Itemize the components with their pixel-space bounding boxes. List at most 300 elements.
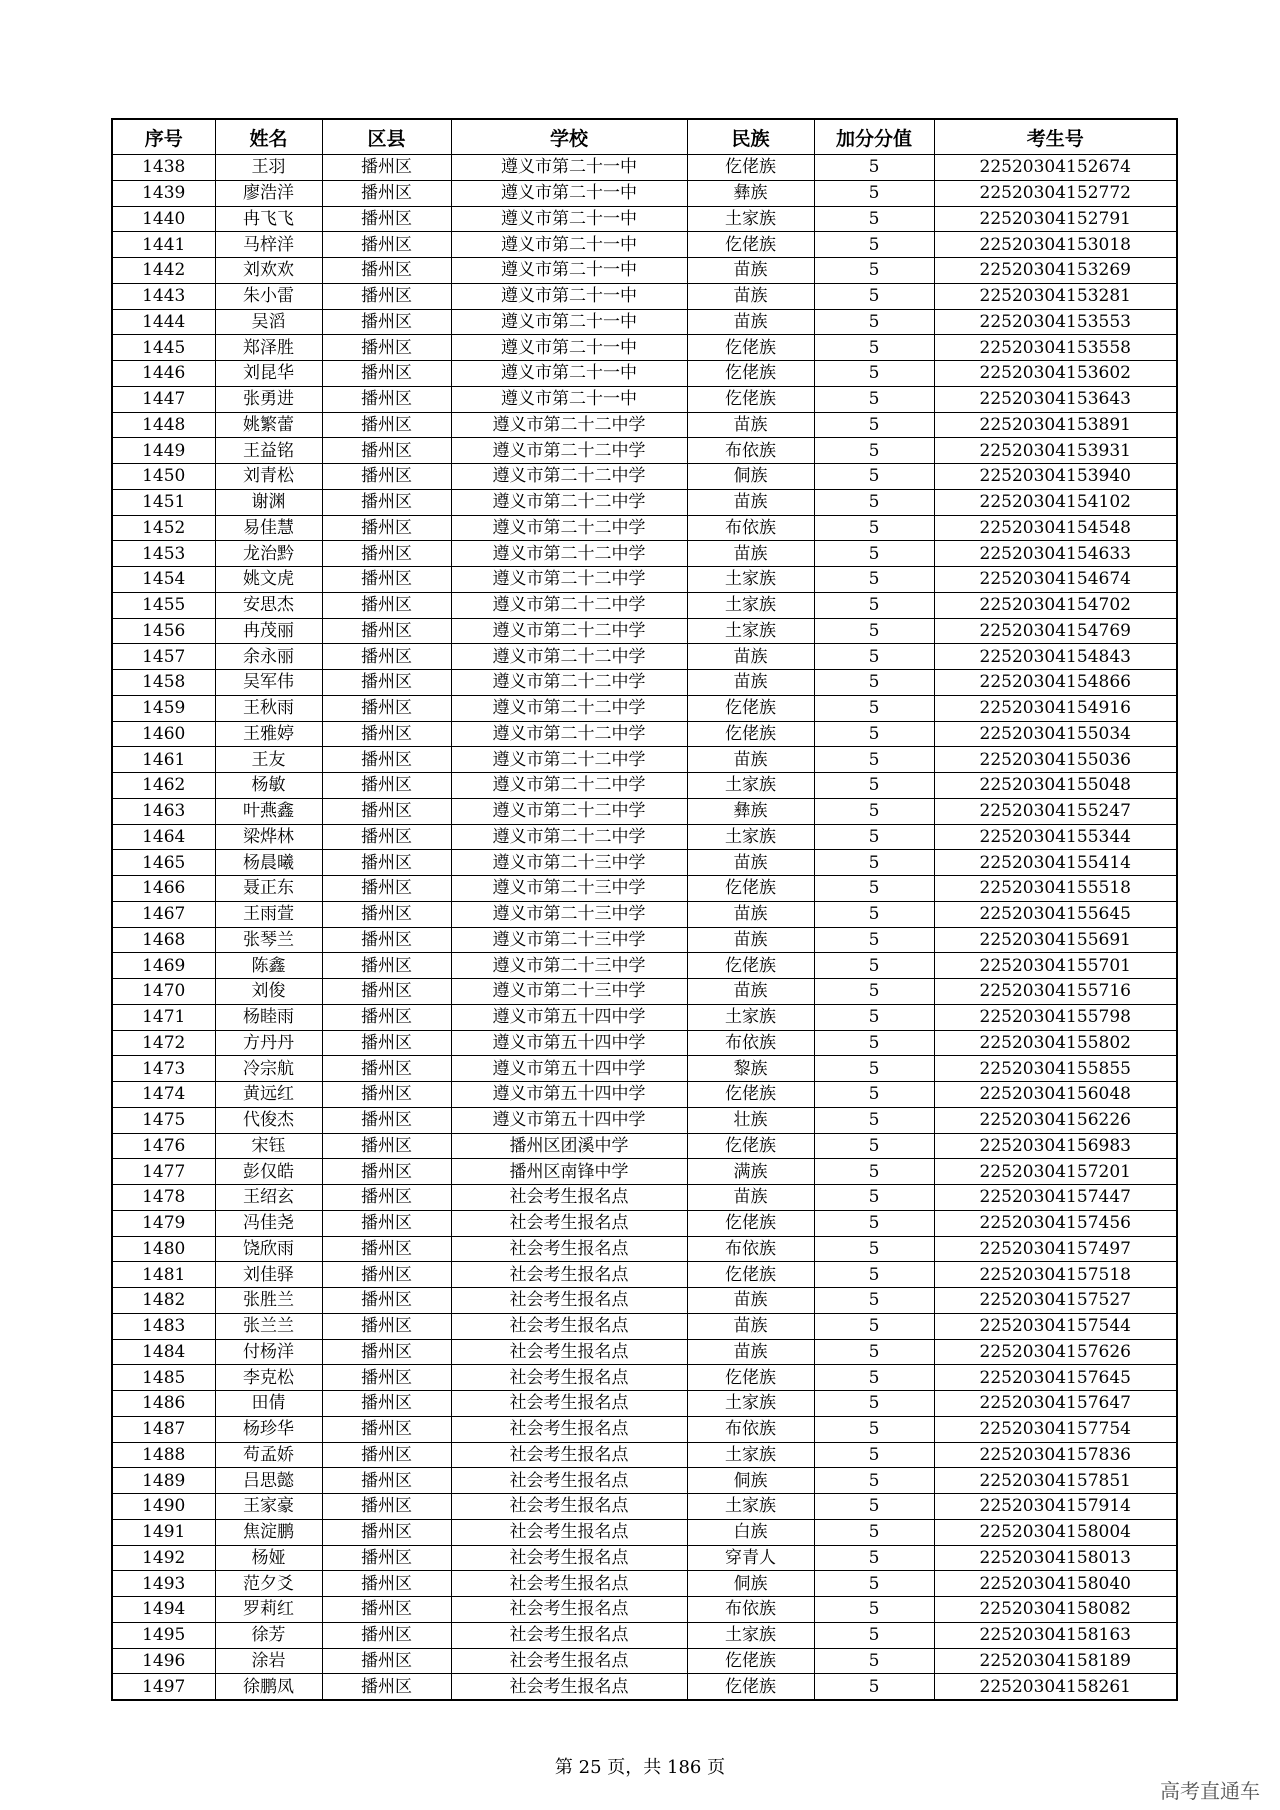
cell-name: 余永丽 [215, 644, 322, 670]
cell-ethnicity: 仡佬族 [687, 361, 814, 387]
cell-exam-id: 22520304154866 [934, 670, 1177, 696]
cell-exam-id: 22520304153281 [934, 283, 1177, 309]
cell-index: 1461 [112, 747, 215, 773]
cell-index: 1477 [112, 1159, 215, 1185]
cell-index: 1447 [112, 386, 215, 412]
table-row [112, 1056, 1177, 1082]
table-row [112, 489, 1177, 515]
cell-exam-id: 22520304154674 [934, 567, 1177, 593]
cell-name: 冯佳尧 [215, 1210, 322, 1236]
cell-district: 播州区 [322, 1210, 451, 1236]
cell-district: 播州区 [322, 592, 451, 618]
cell-name: 刘昆华 [215, 361, 322, 387]
cell-name: 黄远红 [215, 1082, 322, 1108]
table-row [112, 1185, 1177, 1211]
cell-school: 社会考生报名点 [451, 1262, 687, 1288]
cell-bonus: 5 [814, 1262, 934, 1288]
cell-ethnicity: 仡佬族 [687, 953, 814, 979]
table-row [112, 1365, 1177, 1391]
cell-bonus: 5 [814, 361, 934, 387]
cell-name: 刘佳驿 [215, 1262, 322, 1288]
cell-district: 播州区 [322, 1004, 451, 1030]
cell-name: 杨晨曦 [215, 850, 322, 876]
cell-bonus: 5 [814, 1519, 934, 1545]
cell-exam-id: 22520304157518 [934, 1262, 1177, 1288]
cell-exam-id: 22520304157497 [934, 1236, 1177, 1262]
cell-exam-id: 22520304154769 [934, 618, 1177, 644]
cell-district: 播州区 [322, 1442, 451, 1468]
cell-school: 社会考生报名点 [451, 1365, 687, 1391]
watermark-text: 高考直通车 [1160, 1779, 1260, 1803]
cell-district: 播州区 [322, 258, 451, 284]
cell-school: 遵义市第二十二中学 [451, 541, 687, 567]
cell-exam-id: 22520304155855 [934, 1056, 1177, 1082]
cell-school: 遵义市第二十二中学 [451, 567, 687, 593]
table-row [112, 644, 1177, 670]
table-row [112, 901, 1177, 927]
cell-bonus: 5 [814, 1313, 934, 1339]
cell-district: 播州区 [322, 773, 451, 799]
cell-district: 播州区 [322, 1545, 451, 1571]
table-row [112, 1648, 1177, 1674]
cell-ethnicity: 苗族 [687, 979, 814, 1005]
cell-school: 遵义市第二十二中学 [451, 721, 687, 747]
cell-bonus: 5 [814, 721, 934, 747]
cell-school: 遵义市第二十一中 [451, 361, 687, 387]
cell-index: 1465 [112, 850, 215, 876]
cell-district: 播州区 [322, 515, 451, 541]
cell-ethnicity: 苗族 [687, 412, 814, 438]
cell-index: 1458 [112, 670, 215, 696]
cell-name: 涂岩 [215, 1648, 322, 1674]
cell-index: 1474 [112, 1082, 215, 1108]
cell-school: 遵义市第二十三中学 [451, 953, 687, 979]
cell-district: 播州区 [322, 1391, 451, 1417]
cell-bonus: 5 [814, 386, 934, 412]
cell-index: 1486 [112, 1391, 215, 1417]
cell-exam-id: 22520304157836 [934, 1442, 1177, 1468]
cell-school: 社会考生报名点 [451, 1339, 687, 1365]
cell-district: 播州区 [322, 798, 451, 824]
cell-ethnicity: 壮族 [687, 1107, 814, 1133]
cell-name: 焦淀鹏 [215, 1519, 322, 1545]
cell-name: 王雨萱 [215, 901, 322, 927]
cell-bonus: 5 [814, 515, 934, 541]
cell-exam-id: 22520304157456 [934, 1210, 1177, 1236]
cell-bonus: 5 [814, 489, 934, 515]
cell-bonus: 5 [814, 232, 934, 258]
cell-ethnicity: 仡佬族 [687, 386, 814, 412]
cell-school: 遵义市第二十三中学 [451, 850, 687, 876]
cell-exam-id: 22520304155518 [934, 876, 1177, 902]
cell-name: 张琴兰 [215, 927, 322, 953]
cell-ethnicity: 仡佬族 [687, 155, 814, 181]
cell-exam-id: 22520304153553 [934, 309, 1177, 335]
cell-bonus: 5 [814, 1365, 934, 1391]
cell-bonus: 5 [814, 1056, 934, 1082]
cell-school: 遵义市第二十三中学 [451, 927, 687, 953]
cell-ethnicity: 仡佬族 [687, 1082, 814, 1108]
cell-school: 社会考生报名点 [451, 1210, 687, 1236]
cell-school: 遵义市第二十二中学 [451, 773, 687, 799]
cell-name: 范夕爻 [215, 1571, 322, 1597]
cell-name: 冷宗航 [215, 1056, 322, 1082]
cell-school: 遵义市第二十一中 [451, 232, 687, 258]
table-row [112, 1210, 1177, 1236]
table-row [112, 1082, 1177, 1108]
cell-bonus: 5 [814, 258, 934, 284]
cell-index: 1438 [112, 155, 215, 181]
cell-exam-id: 22520304155802 [934, 1030, 1177, 1056]
table-row [112, 1571, 1177, 1597]
cell-exam-id: 22520304155344 [934, 824, 1177, 850]
cell-bonus: 5 [814, 592, 934, 618]
cell-school: 社会考生报名点 [451, 1519, 687, 1545]
table-row [112, 1004, 1177, 1030]
cell-name: 张兰兰 [215, 1313, 322, 1339]
cell-ethnicity: 苗族 [687, 644, 814, 670]
cell-ethnicity: 土家族 [687, 206, 814, 232]
cell-ethnicity: 土家族 [687, 618, 814, 644]
cell-district: 播州区 [322, 1416, 451, 1442]
cell-exam-id: 22520304156226 [934, 1107, 1177, 1133]
cell-exam-id: 22520304157201 [934, 1159, 1177, 1185]
cell-index: 1443 [112, 283, 215, 309]
cell-index: 1491 [112, 1519, 215, 1545]
table-row [112, 1674, 1177, 1700]
cell-district: 播州区 [322, 721, 451, 747]
cell-school: 社会考生报名点 [451, 1391, 687, 1417]
cell-school: 社会考生报名点 [451, 1597, 687, 1623]
col-header-name: 姓名 [215, 119, 322, 155]
cell-ethnicity: 仡佬族 [687, 1262, 814, 1288]
cell-ethnicity: 白族 [687, 1519, 814, 1545]
cell-school: 遵义市第二十三中学 [451, 901, 687, 927]
cell-ethnicity: 侗族 [687, 464, 814, 490]
cell-school: 社会考生报名点 [451, 1571, 687, 1597]
cell-bonus: 5 [814, 1494, 934, 1520]
cell-index: 1480 [112, 1236, 215, 1262]
cell-district: 播州区 [322, 1056, 451, 1082]
cell-school: 社会考生报名点 [451, 1236, 687, 1262]
cell-school: 遵义市第二十二中学 [451, 592, 687, 618]
cell-school: 遵义市第二十一中 [451, 258, 687, 284]
table-row [112, 258, 1177, 284]
table-row [112, 1313, 1177, 1339]
cell-index: 1455 [112, 592, 215, 618]
cell-district: 播州区 [322, 361, 451, 387]
cell-exam-id: 22520304158261 [934, 1674, 1177, 1700]
cell-exam-id: 22520304155798 [934, 1004, 1177, 1030]
cell-district: 播州区 [322, 824, 451, 850]
cell-name: 徐鹏凤 [215, 1674, 322, 1700]
cell-school: 遵义市第二十二中学 [451, 464, 687, 490]
table-row [112, 1416, 1177, 1442]
cell-bonus: 5 [814, 1468, 934, 1494]
cell-ethnicity: 苗族 [687, 489, 814, 515]
table-row [112, 1236, 1177, 1262]
cell-ethnicity: 土家族 [687, 1494, 814, 1520]
cell-exam-id: 22520304154702 [934, 592, 1177, 618]
table-row [112, 1468, 1177, 1494]
cell-index: 1479 [112, 1210, 215, 1236]
cell-bonus: 5 [814, 695, 934, 721]
cell-bonus: 5 [814, 1674, 934, 1700]
col-header-ethnicity: 民族 [687, 119, 814, 155]
cell-school: 社会考生报名点 [451, 1622, 687, 1648]
cell-exam-id: 22520304153269 [934, 258, 1177, 284]
table-row [112, 1494, 1177, 1520]
cell-bonus: 5 [814, 1571, 934, 1597]
cell-exam-id: 22520304153891 [934, 412, 1177, 438]
cell-index: 1467 [112, 901, 215, 927]
cell-exam-id: 22520304155716 [934, 979, 1177, 1005]
cell-ethnicity: 苗族 [687, 747, 814, 773]
cell-bonus: 5 [814, 206, 934, 232]
cell-district: 播州区 [322, 876, 451, 902]
cell-district: 播州区 [322, 180, 451, 206]
cell-bonus: 5 [814, 1236, 934, 1262]
cell-bonus: 5 [814, 438, 934, 464]
cell-name: 苟孟娇 [215, 1442, 322, 1468]
cell-school: 遵义市第五十四中学 [451, 1056, 687, 1082]
cell-index: 1488 [112, 1442, 215, 1468]
cell-bonus: 5 [814, 1442, 934, 1468]
cell-school: 遵义市第二十二中学 [451, 670, 687, 696]
table-row [112, 798, 1177, 824]
cell-index: 1471 [112, 1004, 215, 1030]
cell-bonus: 5 [814, 1107, 934, 1133]
cell-exam-id: 22520304152772 [934, 180, 1177, 206]
cell-exam-id: 22520304157645 [934, 1365, 1177, 1391]
table-row [112, 386, 1177, 412]
cell-school: 社会考生报名点 [451, 1674, 687, 1700]
cell-name: 田倩 [215, 1391, 322, 1417]
cell-name: 陈鑫 [215, 953, 322, 979]
cell-school: 遵义市第二十一中 [451, 335, 687, 361]
cell-index: 1489 [112, 1468, 215, 1494]
cell-bonus: 5 [814, 412, 934, 438]
cell-index: 1444 [112, 309, 215, 335]
cell-index: 1490 [112, 1494, 215, 1520]
cell-bonus: 5 [814, 1288, 934, 1314]
cell-name: 梁烨林 [215, 824, 322, 850]
cell-index: 1460 [112, 721, 215, 747]
cell-ethnicity: 苗族 [687, 541, 814, 567]
cell-exam-id: 22520304155048 [934, 773, 1177, 799]
col-header-district: 区县 [322, 119, 451, 155]
cell-name: 杨珍华 [215, 1416, 322, 1442]
cell-school: 社会考生报名点 [451, 1442, 687, 1468]
cell-district: 播州区 [322, 618, 451, 644]
cell-school: 遵义市第二十二中学 [451, 438, 687, 464]
cell-district: 播州区 [322, 953, 451, 979]
table-row [112, 850, 1177, 876]
table-row [112, 1519, 1177, 1545]
cell-school: 遵义市第二十二中学 [451, 489, 687, 515]
cell-district: 播州区 [322, 850, 451, 876]
cell-bonus: 5 [814, 567, 934, 593]
cell-index: 1454 [112, 567, 215, 593]
table-row [112, 232, 1177, 258]
table-row [112, 412, 1177, 438]
table-row [112, 876, 1177, 902]
cell-bonus: 5 [814, 283, 934, 309]
cell-ethnicity: 苗族 [687, 309, 814, 335]
cell-exam-id: 22520304153643 [934, 386, 1177, 412]
cell-district: 播州区 [322, 670, 451, 696]
cell-exam-id: 22520304158189 [934, 1648, 1177, 1674]
cell-bonus: 5 [814, 1004, 934, 1030]
table-row [112, 1339, 1177, 1365]
table-row [112, 1159, 1177, 1185]
cell-bonus: 5 [814, 850, 934, 876]
cell-name: 杨睦雨 [215, 1004, 322, 1030]
cell-ethnicity: 穿青人 [687, 1545, 814, 1571]
cell-bonus: 5 [814, 876, 934, 902]
cell-ethnicity: 苗族 [687, 927, 814, 953]
cell-ethnicity: 侗族 [687, 1571, 814, 1597]
cell-exam-id: 22520304155247 [934, 798, 1177, 824]
table-row [112, 1622, 1177, 1648]
cell-school: 遵义市第二十二中学 [451, 515, 687, 541]
cell-exam-id: 22520304157754 [934, 1416, 1177, 1442]
cell-school: 遵义市第二十三中学 [451, 979, 687, 1005]
cell-district: 播州区 [322, 567, 451, 593]
cell-bonus: 5 [814, 1159, 934, 1185]
cell-index: 1462 [112, 773, 215, 799]
cell-district: 播州区 [322, 1159, 451, 1185]
cell-bonus: 5 [814, 1339, 934, 1365]
cell-name: 姚文虎 [215, 567, 322, 593]
cell-bonus: 5 [814, 1030, 934, 1056]
cell-index: 1492 [112, 1545, 215, 1571]
cell-school: 遵义市第二十一中 [451, 206, 687, 232]
cell-index: 1450 [112, 464, 215, 490]
cell-ethnicity: 苗族 [687, 1185, 814, 1211]
cell-name: 付杨洋 [215, 1339, 322, 1365]
cell-exam-id: 22520304157851 [934, 1468, 1177, 1494]
cell-district: 播州区 [322, 644, 451, 670]
cell-school: 遵义市第二十三中学 [451, 876, 687, 902]
cell-district: 播州区 [322, 1468, 451, 1494]
table-row [112, 953, 1177, 979]
cell-index: 1457 [112, 644, 215, 670]
cell-school: 遵义市第五十四中学 [451, 1082, 687, 1108]
cell-school: 社会考生报名点 [451, 1185, 687, 1211]
cell-exam-id: 22520304152674 [934, 155, 1177, 181]
cell-exam-id: 22520304155691 [934, 927, 1177, 953]
cell-district: 播州区 [322, 206, 451, 232]
cell-name: 徐芳 [215, 1622, 322, 1648]
cell-exam-id: 22520304154633 [934, 541, 1177, 567]
cell-ethnicity: 仡佬族 [687, 695, 814, 721]
cell-bonus: 5 [814, 1597, 934, 1623]
cell-name: 王羽 [215, 155, 322, 181]
cell-district: 播州区 [322, 412, 451, 438]
cell-name: 刘青松 [215, 464, 322, 490]
table-row [112, 309, 1177, 335]
cell-name: 方丹丹 [215, 1030, 322, 1056]
table-row [112, 1391, 1177, 1417]
cell-exam-id: 22520304157447 [934, 1185, 1177, 1211]
cell-index: 1494 [112, 1597, 215, 1623]
cell-name: 廖浩洋 [215, 180, 322, 206]
cell-district: 播州区 [322, 489, 451, 515]
cell-name: 叶燕鑫 [215, 798, 322, 824]
col-header-bonus: 加分分值 [814, 119, 934, 155]
cell-school: 遵义市第二十二中学 [451, 695, 687, 721]
cell-name: 王秋雨 [215, 695, 322, 721]
cell-bonus: 5 [814, 1416, 934, 1442]
cell-ethnicity: 苗族 [687, 258, 814, 284]
cell-district: 播州区 [322, 1288, 451, 1314]
cell-school: 遵义市第五十四中学 [451, 1030, 687, 1056]
cell-exam-id: 22520304158163 [934, 1622, 1177, 1648]
cell-name: 罗莉红 [215, 1597, 322, 1623]
cell-ethnicity: 土家族 [687, 567, 814, 593]
cell-name: 刘俊 [215, 979, 322, 1005]
cell-district: 播州区 [322, 747, 451, 773]
cell-ethnicity: 苗族 [687, 1339, 814, 1365]
cell-exam-id: 22520304153931 [934, 438, 1177, 464]
cell-index: 1476 [112, 1133, 215, 1159]
cell-ethnicity: 仡佬族 [687, 232, 814, 258]
cell-ethnicity: 布依族 [687, 1597, 814, 1623]
cell-school: 社会考生报名点 [451, 1648, 687, 1674]
cell-ethnicity: 仡佬族 [687, 335, 814, 361]
cell-bonus: 5 [814, 541, 934, 567]
cell-district: 播州区 [322, 1494, 451, 1520]
cell-school: 遵义市第五十四中学 [451, 1107, 687, 1133]
table-row [112, 361, 1177, 387]
cell-ethnicity: 苗族 [687, 850, 814, 876]
cell-bonus: 5 [814, 644, 934, 670]
cell-bonus: 5 [814, 1391, 934, 1417]
table-row [112, 592, 1177, 618]
cell-district: 播州区 [322, 1185, 451, 1211]
cell-name: 吕思懿 [215, 1468, 322, 1494]
cell-district: 播州区 [322, 901, 451, 927]
cell-index: 1472 [112, 1030, 215, 1056]
table-row [112, 283, 1177, 309]
cell-ethnicity: 苗族 [687, 901, 814, 927]
cell-exam-id: 22520304154916 [934, 695, 1177, 721]
cell-school: 遵义市第二十一中 [451, 283, 687, 309]
cell-name: 杨敏 [215, 773, 322, 799]
cell-school: 社会考生报名点 [451, 1468, 687, 1494]
cell-district: 播州区 [322, 438, 451, 464]
table-row [112, 1545, 1177, 1571]
cell-district: 播州区 [322, 1519, 451, 1545]
cell-exam-id: 22520304152791 [934, 206, 1177, 232]
cell-ethnicity: 土家族 [687, 773, 814, 799]
cell-exam-id: 22520304157544 [934, 1313, 1177, 1339]
table-row [112, 979, 1177, 1005]
cell-exam-id: 22520304153018 [934, 232, 1177, 258]
cell-district: 播州区 [322, 1133, 451, 1159]
table-row [112, 695, 1177, 721]
cell-school: 遵义市第二十一中 [451, 386, 687, 412]
cell-name: 王益铭 [215, 438, 322, 464]
cell-name: 王家豪 [215, 1494, 322, 1520]
cell-name: 冉飞飞 [215, 206, 322, 232]
cell-school: 遵义市第二十二中学 [451, 798, 687, 824]
cell-index: 1495 [112, 1622, 215, 1648]
cell-bonus: 5 [814, 773, 934, 799]
table-row [112, 1442, 1177, 1468]
cell-bonus: 5 [814, 1648, 934, 1674]
